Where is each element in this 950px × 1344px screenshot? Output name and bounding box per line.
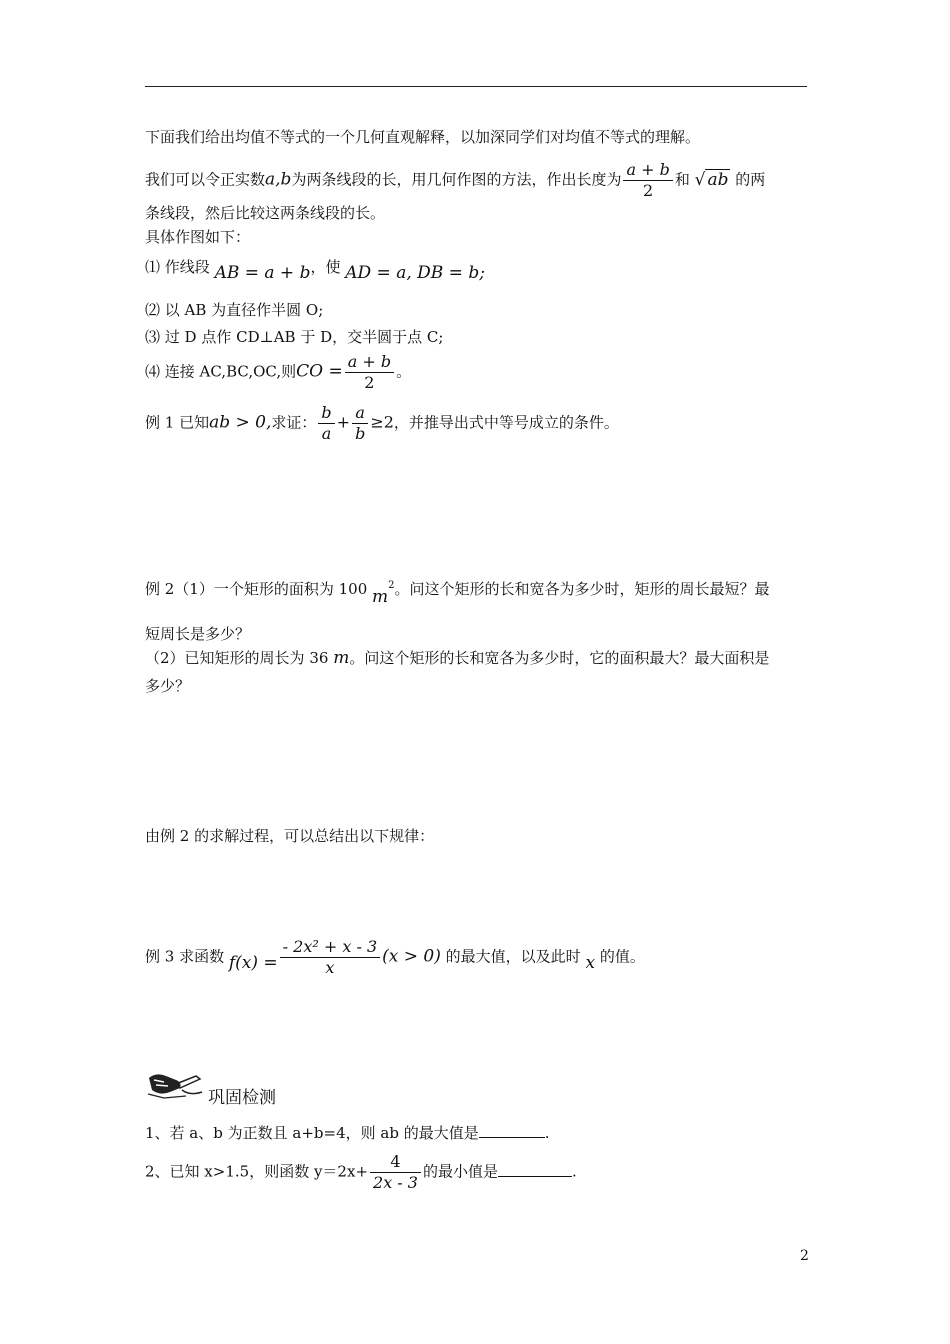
writing-hand-icon: [146, 1070, 204, 1100]
answer-blank[interactable]: [479, 1123, 545, 1138]
text: 和: [674, 170, 690, 189]
text: ，使: [310, 258, 341, 276]
text: 。问这个矩形的长和宽各为多少时，矩形的周长最短？最: [394, 580, 770, 598]
math-expression: AD = a, DB = b;: [345, 263, 485, 283]
example-2-line-1: [145, 576, 770, 607]
fraction-b-over-a: [318, 403, 334, 444]
math-expression: AB = a + b: [214, 263, 311, 283]
fraction-mean: [345, 352, 394, 393]
fraction-numerator: b: [321, 403, 332, 422]
inequality: ≥2: [370, 412, 394, 432]
math-condition: ab > 0,: [209, 412, 272, 433]
text: 的两: [735, 170, 766, 189]
example-3: [145, 937, 645, 978]
text: 。问这个矩形的长和宽各为多少时，它的面积最大？最大面积是: [349, 649, 770, 667]
answer-blank[interactable]: [498, 1162, 572, 1177]
text: 的最小值是: [422, 1162, 498, 1181]
fraction-denominator: 2x - 3: [370, 1172, 421, 1193]
math-expression: CO =: [296, 361, 343, 382]
math-vars: a,b: [265, 169, 292, 190]
header-rule: [145, 86, 807, 87]
step-2: ⑵ 以 AB 为直径作半圆 O;: [145, 301, 324, 319]
text: 。: [396, 362, 412, 381]
text: ，并推导出式中等号成立的条件。: [393, 413, 619, 432]
step-3: ⑶ 过 D 点作 CD⊥AB 于 D，交半圆于点 C;: [145, 328, 444, 346]
intro-paragraph: 下面我们给出均值不等式的一个几何直观解释，以加深同学们对均值不等式的理解。: [145, 128, 701, 146]
unit-m: m: [372, 587, 389, 607]
fraction-numerator: 4: [390, 1152, 401, 1171]
construction-title: 具体作图如下：: [145, 228, 251, 246]
construction-paragraph: [145, 160, 765, 201]
example-2-line-3: [145, 648, 769, 668]
text: 的值。: [599, 947, 645, 966]
fraction-numerator: - 2x² + x - 3: [282, 937, 378, 956]
text: .: [544, 1124, 550, 1142]
step-1: [145, 257, 485, 283]
fraction-numerator: a + b: [626, 160, 670, 179]
superscript: 2: [388, 580, 395, 591]
text: 我们可以令正实数: [145, 170, 266, 189]
step-label: ⑷ 连接 AC,BC,OC,则: [145, 362, 297, 381]
fraction-numerator: a + b: [347, 352, 392, 371]
text: 的最大值，以及此时: [445, 947, 581, 966]
question-text: 1、若 a、b 为正数且 a+b=4，则 ab 的最大值是: [145, 1124, 479, 1142]
example-label: 例 3 求函数: [145, 947, 225, 966]
summary-text: 由例 2 的求解过程，可以总结出以下规律：: [145, 827, 435, 845]
fraction-denominator: x: [280, 957, 380, 978]
step-label: ⑴ 作线段: [145, 258, 210, 276]
fraction-denominator: 2: [345, 372, 394, 393]
question-2: [145, 1152, 577, 1193]
example-2-line-4: 多少？: [145, 677, 191, 695]
section-heading: 巩固检测: [208, 1088, 276, 1108]
question-1: [145, 1123, 549, 1143]
example-1: [145, 403, 619, 444]
fraction-a-over-b: [352, 403, 368, 444]
question-text: 2、已知 x>1.5，则函数 y＝2x+: [145, 1162, 369, 1181]
page-number: 2: [800, 1248, 809, 1264]
sqrt-expression: √ ab: [694, 169, 729, 190]
fraction-4-over-2x-3: [370, 1152, 421, 1193]
sqrt-radicand: ab: [707, 169, 729, 190]
fraction-numerator: a: [355, 403, 365, 422]
text: 为两条线段的长，用几何作图的方法，作出长度为: [291, 170, 622, 189]
fraction-denominator: 2: [623, 180, 672, 201]
fraction-mean: [623, 160, 672, 201]
text: .: [572, 1162, 577, 1181]
plus-sign: +: [336, 412, 351, 432]
function-name: f(x) =: [228, 952, 278, 973]
function-fraction: [280, 937, 380, 978]
example-2-line-2: 短周长是多少？: [145, 625, 251, 643]
text: （2）已知矩形的周长为 36: [145, 649, 329, 667]
step-4: [145, 352, 411, 393]
domain-condition: (x > 0): [382, 946, 441, 967]
fraction-denominator: b: [352, 423, 368, 444]
example-label: 例 1 已知: [145, 413, 210, 432]
text: 例 2（1）一个矩形的面积为 100: [145, 580, 368, 598]
text: 求证：: [271, 413, 317, 432]
unit-m: m: [333, 648, 350, 668]
construction-paragraph-cont: 条线段，然后比较这两条线段的长。: [145, 204, 386, 222]
fraction-denominator: a: [318, 423, 334, 444]
variable-x: x: [585, 952, 596, 973]
